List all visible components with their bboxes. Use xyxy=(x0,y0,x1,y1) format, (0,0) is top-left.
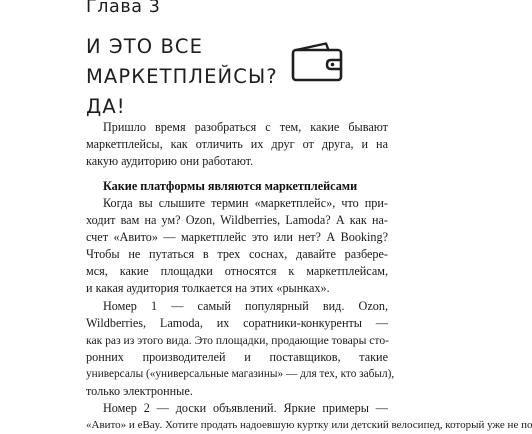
text-line: ронних производителей и поставщиков, такие xyxy=(86,349,388,364)
text-line: Wildberries, Lamoda, их соратники-конкуренты — xyxy=(86,315,388,330)
text-line: универсалы («универсальные магазины» — для тех, кто забыл), xyxy=(86,367,395,380)
text-line: Номер 1 — самый популярный вид. Ozon, xyxy=(103,298,388,313)
text-line: Номер 2 — доски объявлений. Яркие примеры — xyxy=(103,401,388,416)
chapter-title-line: И ЭТО ВСЕ xyxy=(86,35,204,58)
text-line: «Авито» и eBay. Хотите продать надоевшую куртку или детский велосипед, который уже не по xyxy=(86,419,532,432)
section-body xyxy=(86,195,532,434)
text-line: и какая аудитория толкается на этих «рынках». xyxy=(86,281,330,296)
text-line: ходит вам на ум? Ozon, Wildberries, Lamoda? А как на- xyxy=(86,213,388,228)
text-line: маркетплейсы, как отличить их друг от друга, и на xyxy=(86,137,388,151)
chapter-label: Глава 3 xyxy=(86,0,161,17)
text-line: счет «Авито» — маркетплейс это или нет? А Booking? xyxy=(86,230,388,245)
text-line: Когда вы слышите термин «маркетплейс», что при- xyxy=(103,196,388,210)
chapter-title xyxy=(86,32,278,122)
wallet-icon xyxy=(290,41,344,83)
chapter-title-line: МАРКЕТПЛЕЙСЫ? xyxy=(86,65,278,88)
chapter-title-line: ДА! xyxy=(86,95,126,118)
intro-paragraph xyxy=(86,119,388,170)
text-line: Чтобы не путаться в трех соснах, давайте разбере- xyxy=(86,247,388,262)
section-heading: Какие платформы являются маркетплейсами xyxy=(103,179,358,193)
text-line: какую аудиторию они работают. xyxy=(86,154,254,168)
text-line: как раз из этого вида. Это площадки, продающие товары сто- xyxy=(86,333,389,347)
text-line: мся, какие площадки относятся к маркетплейсам, xyxy=(86,264,388,279)
text-line: только электронные. xyxy=(86,384,193,399)
text-line: Пришло время разобраться с тем, какие бывают xyxy=(103,120,388,134)
